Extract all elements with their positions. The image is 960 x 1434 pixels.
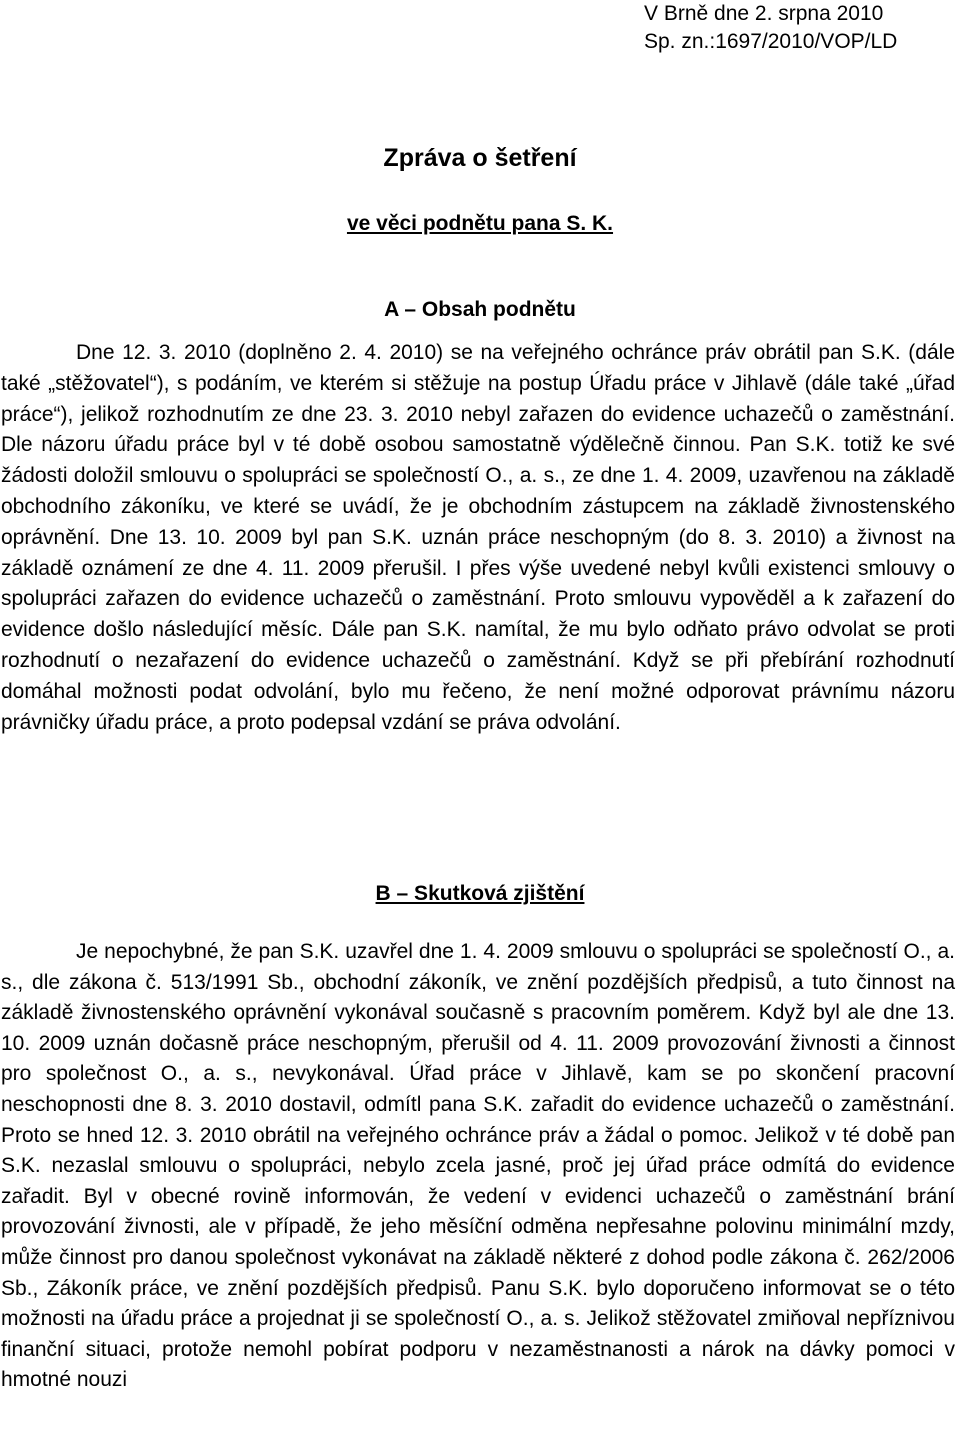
section-a-paragraph: Dne 12. 3. 2010 (doplněno 2. 4. 2010) se na veřejného ochránce práv obrátil pan S.K. (dále také „stěžovatel“), s podáním, ve kterém si stěžuje na postup Úřadu práce v Jihlavě (dále také „úřad práce“), jelikož rozhodnutím ze dne 23. 3. 2010 nebyl zařazen do evidence uchazečů o zaměstnání. Dle názoru úřadu práce byl v té době osobou samostatně výdělečně činnou. Pan S.K. totiž ke své žádosti doložil smlouvu o spolupráci se společností O., a. s., ze dne 1. 4. 2009, uzavřenou na základě obchodního zákoníku, ve které se uvádí, že je obchodním zástupcem na základě živnostenského oprávnění. Dne 13. 10. 2009 byl pan S.K. uznán práce neschopným (do 8. 3. 2010) a živnost na základě oznámení ze dne 4. 11. 2009 přerušil. I přes výše uvedené nebyl kvůli existenci smlouvy o spolupráci zařazen do evidence uchazečů o zaměstnání. Proto smlouvu vypověděl a k zařazení do evidence došlo následující měsíc. Dále pan S.K. namítal, že mu bylo odňato právo odvolat se proti rozhodnutí o nezařazení do evidence uchazečů o zaměstnání. Když se při přebírání rozhodnutí domáhal možnosti podat odvolání, bylo mu řečeno, že není možné odporovat právnímu názoru právničky úřadu práce, a proto podepsal vzdání se práva odvolání. xyxy=(1,341,955,734)
document-header xyxy=(644,0,954,56)
document-title: Zpráva o šetření xyxy=(383,144,577,172)
section-b-paragraph: Je nepochybné, že pan S.K. uzavřel dne 1. 4. 2009 smlouvu o spolupráci se společností O., a. s., dle zákona č. 513/1991 Sb., obchodní zákoník, ve znění pozdějších předpisů, a tuto činnost na základě živnostenského oprávnění vykonával současně s pracovním poměrem. Když byl ale dne 13. 10. 2009 uznán dočasně práce neschopným, přerušil od 4. 11. 2009 provozování živnosti a činnost pro společnost O., a. s., nevykonával. Úřad práce v Jihlavě, kam se po skončení pracovní neschopnosti dne 8. 3. 2010 dostavil, odmítl pana S.K. zařadit do evidence uchazečů o zaměstnání. Proto se hned 12. 3. 2010 obrátil na veřejného ochránce práv a žádal o pomoc. Jelikož v té době pan S.K. nezaslal smlouvu o spolupráci, nebylo zcela jasné, proč jej úřad práce odmítá do evidence zařadit. Byl v obecné rovině informován, že vedení v evidenci uchazečů o zaměstnání brání provozování živnosti, ale v případě, že jeho měsíční odměna nepřesahne polovinu minimální mzdy, může činnost pro danou společnost vykonávat na základě některé z dohod podle zákona č. 262/2006 Sb., Zákoník práce, ve znění pozdějších předpisů. Panu S.K. bylo doporučeno informovat se o této možnosti na úřadu práce a projednat ji se společností O., a. s. Jelikož stěžovatel zmiňoval nepříznivou finanční situaci, protože nemohl pobírat podporu v nezaměstnanosti a nárok na dávky pomoci v hmotné nouzi xyxy=(1,940,955,1392)
section-a-heading: A – Obsah podnětu xyxy=(384,298,576,321)
file-reference: Sp. zn.:1697/2010/VOP/LD xyxy=(644,30,898,53)
section-b-heading: B – Skutková zjištění xyxy=(375,882,585,905)
date-line: V Brně dne 2. srpna 2010 xyxy=(644,2,884,25)
document-subtitle: ve věci podnětu pana S. K. xyxy=(346,212,614,235)
